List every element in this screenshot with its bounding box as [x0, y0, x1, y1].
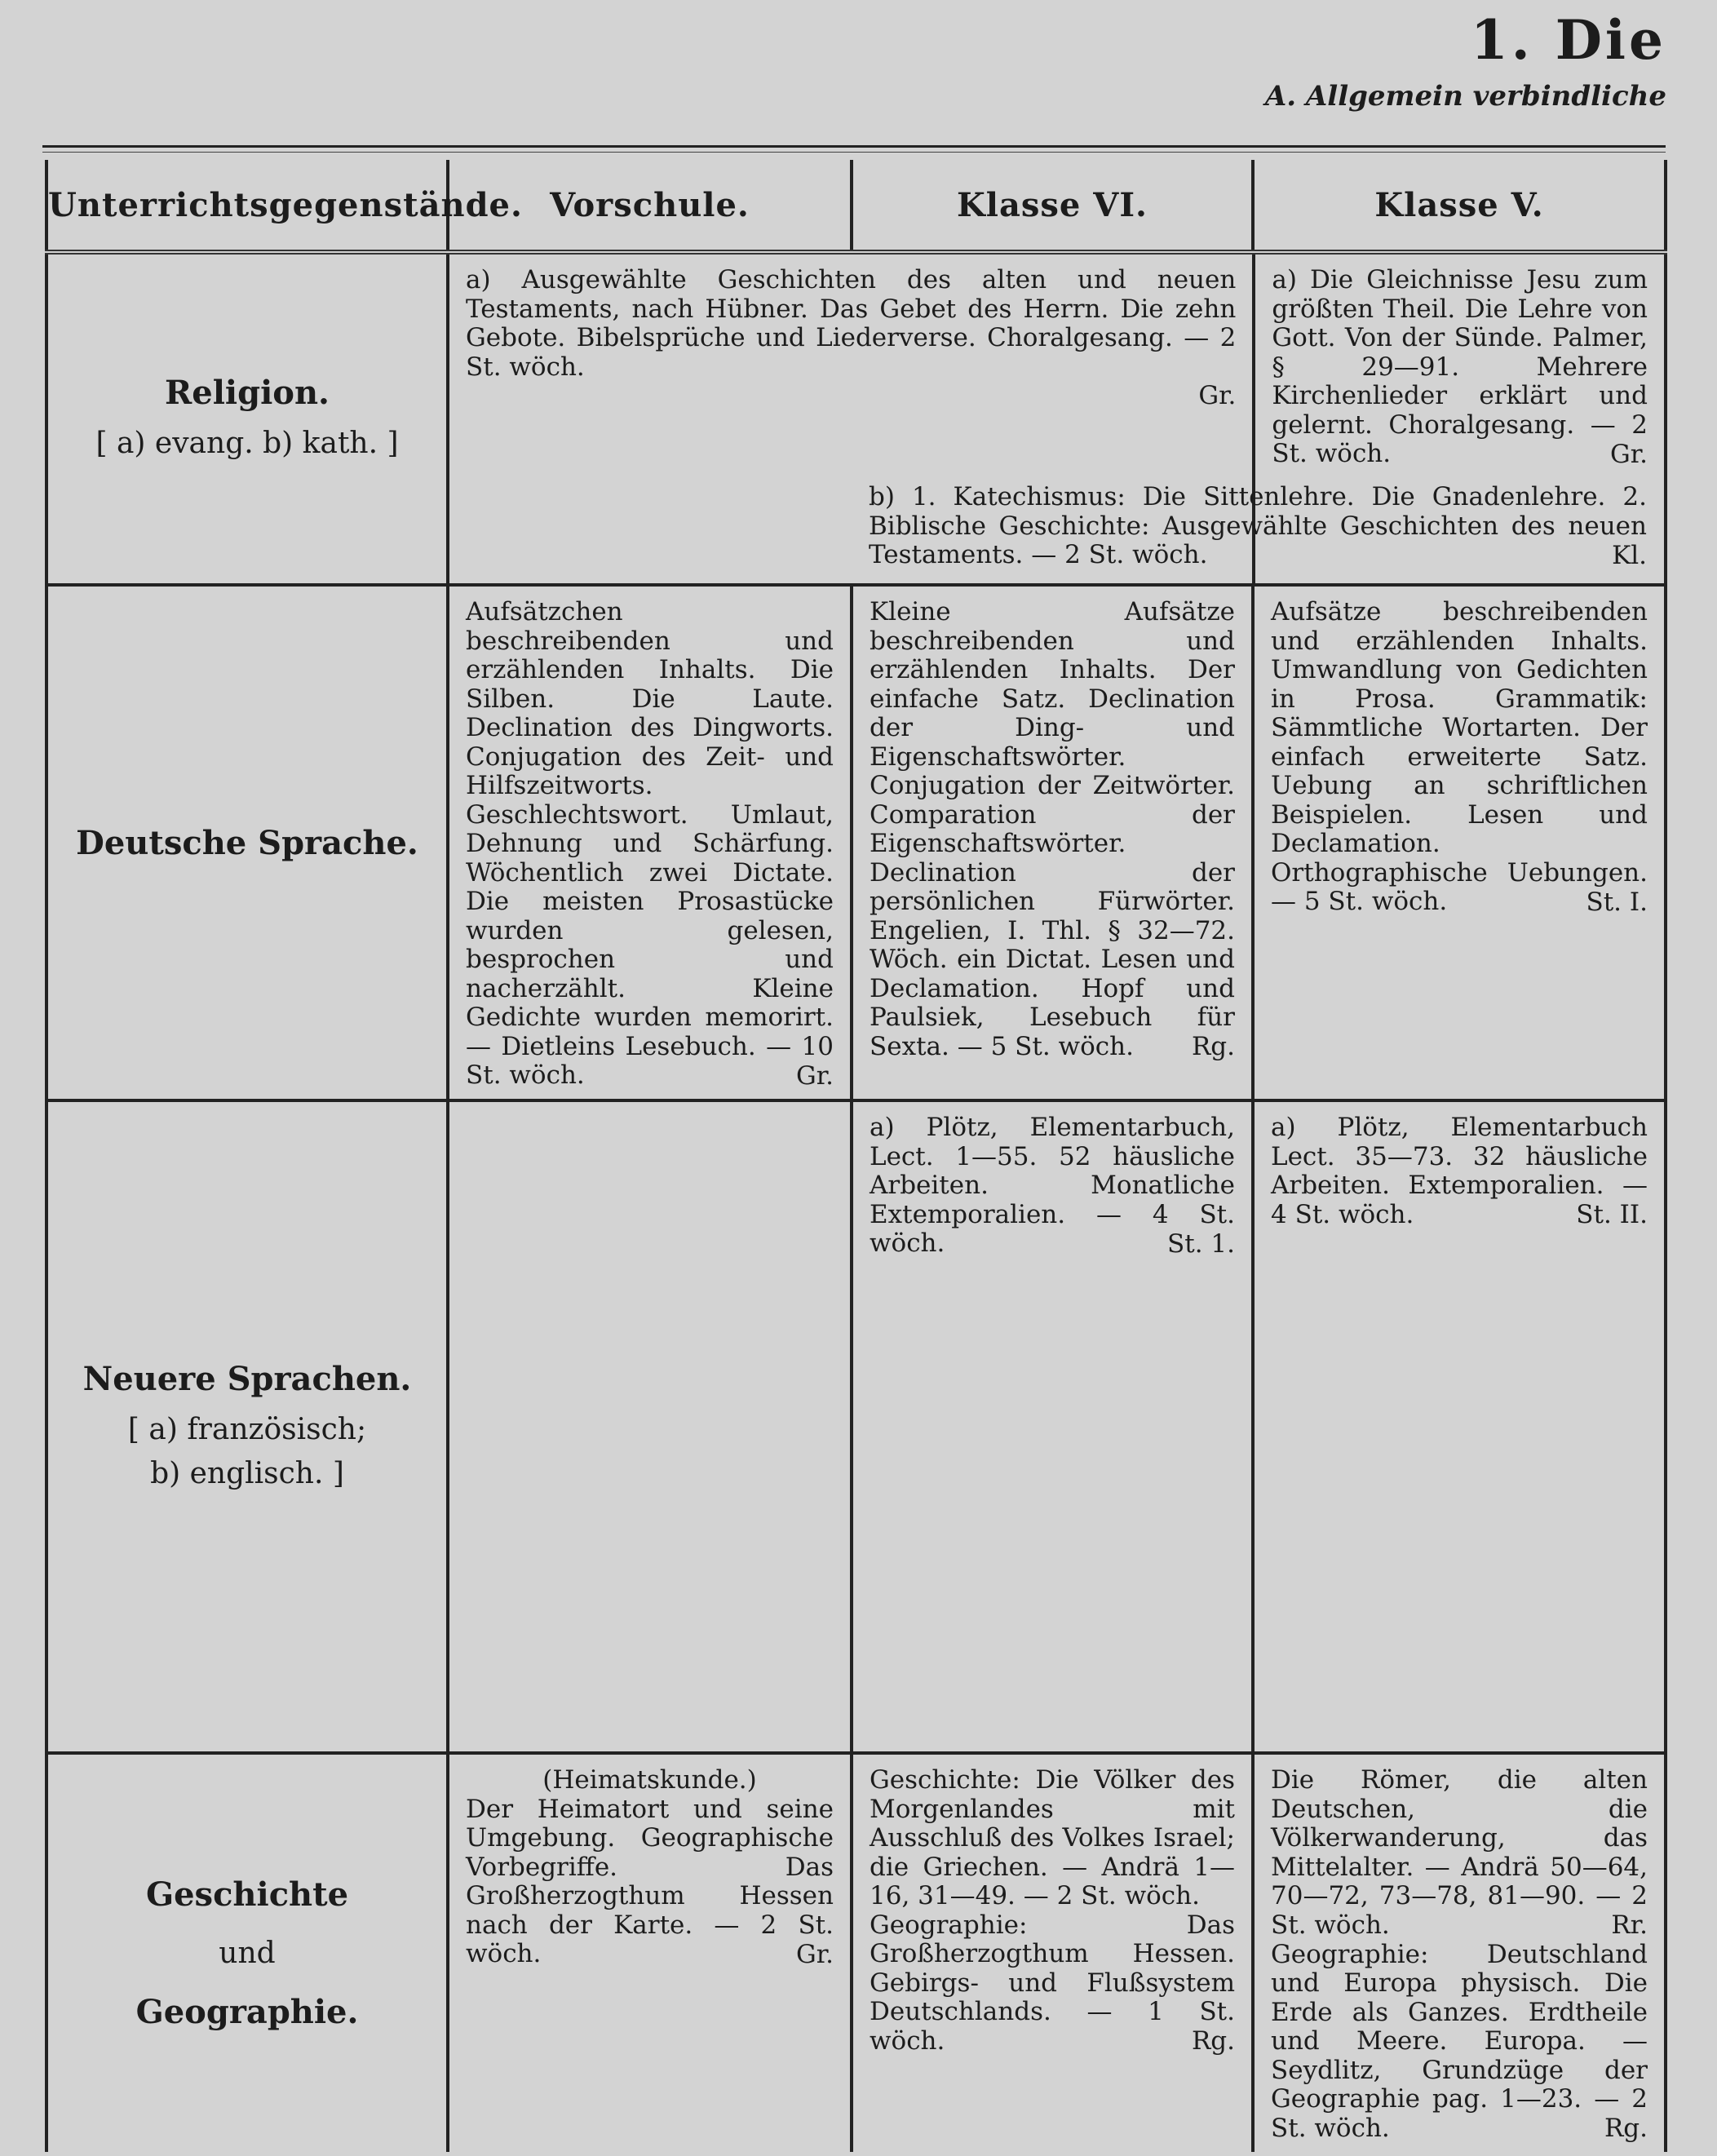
religion-b-text: b) 1. Katechismus: Die Sittenlehre. Die Gnadenlehre. 2. Biblische Geschichte: Ausgewählte Geschichten des neuen Testaments. — 2 St. wöch. [869, 482, 1647, 569]
religion-a-signature: Gr. [1198, 381, 1237, 410]
neuere-v-cell [1253, 1100, 1666, 1753]
religion-a-v [1255, 255, 1664, 477]
curriculum-table [45, 160, 1667, 2152]
subject-geschichte: Geschichte [145, 1875, 349, 1914]
geschichte-v-geography-signature: Rg. [1604, 2114, 1648, 2143]
subject-religion: Religion. [165, 374, 330, 412]
geschichte-vorschule-heading: (Heimatskunde.) [542, 1765, 757, 1795]
geschichte-v-history-signature: Rr. [1611, 1910, 1648, 1940]
geschichte-v-cell [1253, 1753, 1666, 2152]
geschichte-v-geography-text: Geographie: Deutschland und Europa physisch. Die Erde als Ganzes. Erdtheile und Meere. Europa. — Seydlitz, Grundzüge der Geographie pag. 1—23. — 2 St. wöch. [1271, 1939, 1648, 2143]
deutsch-vorschule-cell [448, 585, 852, 1100]
subject-neuere-note-b: b) englisch. ] [150, 1456, 344, 1490]
subject-und: und [219, 1936, 276, 1970]
table-row-neuere [46, 1100, 1666, 1753]
table-row-geschichte [46, 1753, 1666, 2152]
neuere-v-text: a) Plötz, Elementarbuch Lect. 35—73. 32 häusliche Arbeiten. Extemporalien. — 4 St. wöch. [1271, 1113, 1648, 1229]
religion-b-signature: Kl. [1612, 540, 1647, 570]
religion-a-v-signature: Gr. [1609, 439, 1648, 469]
page-title: 1. Die [1470, 8, 1666, 72]
neuere-vi-signature: St. 1. [1167, 1229, 1235, 1259]
column-header-klasse-vi: Klasse VI. [852, 160, 1253, 252]
deutsch-vi-signature: Rg. [1191, 1032, 1235, 1061]
religion-a-v-text: a) Die Gleichnisse Jesu zum größten Theil. Die Lehre von Gott. Von der Sünde. Palmer, § 29—91. Mehrere Kirchenlieder erklärt und gelernt. Choralgesang. — 2 St. wöch. [1272, 265, 1648, 468]
neuere-vi-cell [852, 1100, 1253, 1753]
neuere-v-signature: St. II. [1576, 1200, 1648, 1229]
neuere-vorschule-cell [448, 1100, 852, 1753]
column-header-vorschule: Vorschule. [448, 160, 852, 252]
religion-b-vi-v [852, 471, 1663, 578]
deutsch-vorschule-text: Aufsätzchen beschreibenden und erzählenden Inhalts. Die Silben. Die Laute. Declination des Dingworts. Conjugation des Zeit- und Hilfszeitworts. Geschlechtswort. Umlaut, Dehnung und Schärfung. Wöchentlich zwei Dictate. Die meisten Prosastücke wurden gelesen, besprochen und nacherzählt. Kleine Gedichte wurden memorirt. — Dietleins Lesebuch. — 10 St. wöch. [466, 597, 834, 1090]
subject-neuere-note-a: [ a) französisch; [127, 1412, 367, 1446]
deutsch-vi-cell [852, 585, 1253, 1100]
geschichte-vorschule-cell [448, 1753, 852, 2152]
subject-deutsch: Deutsche Sprache. [76, 823, 418, 862]
deutsch-vi-text: Kleine Aufsätze beschreibenden und erzählenden Inhalts. Der einfache Satz. Declination der Ding- und Eigenschaftswörter. Conjugation der Zeitwörter. Comparation der Eigenschaftswörter. Declination der persönlichen Fürwörter. Engelien, I. Thl. § 32—72. Wöch. ein Dictat. Lesen und Declamation. Hopf und Paulsiek, Lesebuch für Sexta. — 5 St. wöch. [870, 597, 1235, 1061]
geschichte-vi-geography-text: Geographie: Das Großherzogthum Hessen. Gebirgs- und Flußsystem Deutschlands. — 1 St. wöch. [870, 1910, 1235, 2056]
page-subtitle: A. Allgemein verbindliche [1264, 80, 1666, 113]
subject-neuere: Neuere Sprachen. [82, 1359, 412, 1398]
column-header-subjects: Unterrichtsgegenstände. [46, 160, 448, 252]
top-rule [42, 145, 1666, 148]
subject-religion-note: [ a) evang. b) kath. ] [95, 427, 399, 460]
subject-cell-religion [46, 252, 448, 585]
deutsch-v-signature: St. I. [1586, 887, 1648, 917]
religion-a-text: a) Ausgewählte Geschichten des alten und neuen Testaments, nach Hübner. Das Gebet des Herrn. Die zehn Gebote. Bibelsprüche und Liederverse. Choralgesang. — 2 St. wöch. [466, 265, 1237, 382]
neuere-vi-text: a) Plötz, Elementarbuch, Lect. 1—55. 52 häusliche Arbeiten. Monatliche Extemporalien. — 4 St. wöch. [870, 1113, 1235, 1258]
geschichte-vorschule-signature: Gr. [795, 1939, 834, 1969]
deutsch-v-cell [1253, 585, 1666, 1100]
geschichte-vorschule-text: Der Heimatort und seine Umgebung. Geographische Vorbegriffe. Das Großherzogthum Hessen nach der Karte. — 2 St. wöch. [466, 1794, 834, 1968]
religion-a-vorschule-vi [449, 255, 1252, 419]
geschichte-v-history-text: Die Römer, die alten Deutschen, die Völkerwanderung, das Mittelalter. — Andrä 50—64, 70—72, 73—78, 81—90. — 2 St. wöch. [1271, 1765, 1648, 1940]
geschichte-vi-history-text: Geschichte: Die Völker des Morgenlandes mit Ausschluß des Volkes Israel; die Griechen. — Andrä 1—16, 31—49. — 2 St. wöch. [870, 1765, 1235, 1910]
geschichte-vi-signature: Rg. [1191, 2026, 1235, 2056]
deutsch-v-text: Aufsätze beschreibenden und erzählenden Inhalts. Umwandlung von Gedichten in Prosa. Grammatik: Sämmtliche Wortarten. Der einfach erweiterte Satz. Uebung an schriftlichen Beispielen. Lesen und Declamation. Orthographische Uebungen. — 5 St. wöch. [1271, 597, 1648, 916]
column-header-klasse-v: Klasse V. [1253, 160, 1666, 252]
top-rule-thin [42, 152, 1666, 153]
table-header-row [46, 160, 1666, 252]
subject-cell-neuere [46, 1100, 448, 1753]
subject-geographie: Geographie. [135, 1992, 359, 2031]
subject-cell-deutsch [46, 585, 448, 1100]
deutsch-vorschule-signature: Gr. [795, 1060, 834, 1091]
religion-b-block [852, 471, 1663, 578]
geschichte-vi-cell [852, 1753, 1253, 2152]
table-row-deutsch [46, 585, 1666, 1100]
subject-cell-geschichte [46, 1753, 448, 2152]
